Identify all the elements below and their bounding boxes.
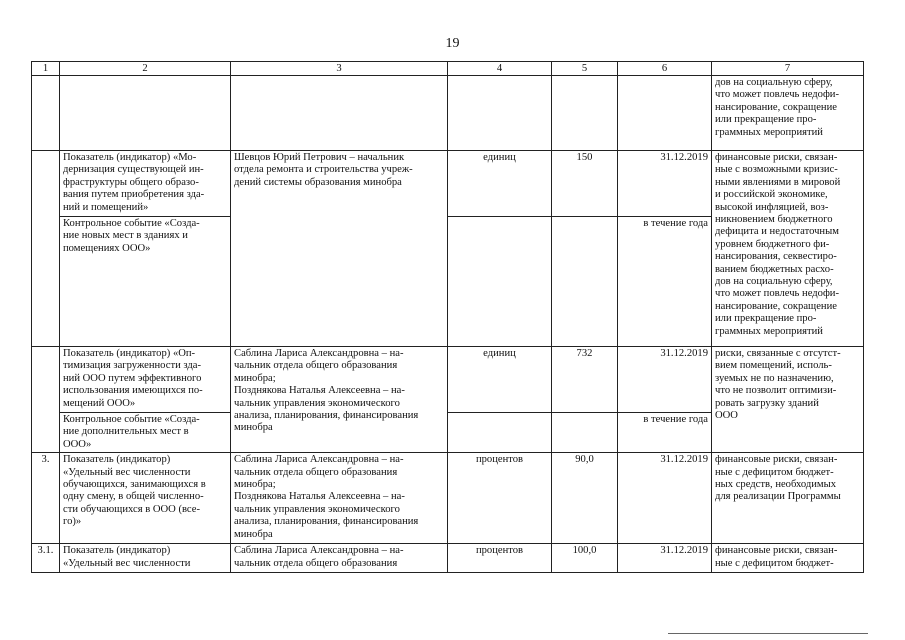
responsible-cell: Саблина Лариса Александровна – на- чальник отдела общего образования [231, 544, 448, 573]
no-cell [32, 151, 60, 347]
date-cell: 31.12.2019 [618, 347, 712, 413]
table-row [32, 151, 864, 217]
table-row [32, 544, 864, 573]
page-number: 19 [445, 36, 460, 51]
indicators-table [31, 61, 864, 573]
table-row [32, 347, 864, 413]
value-cell [552, 413, 618, 453]
table-row [32, 76, 864, 151]
table-row [32, 453, 864, 544]
unit-cell: единиц [448, 151, 552, 217]
responsible-cell: Саблина Лариса Александровна – на- чальник отдела общего образования минобра; Позднякова Наталья Алексеевна – на- чальник управления экономического анализа, планирования, финансирования минобра [231, 453, 448, 544]
event-cell: Контрольное событие «Созда- ние новых мест в зданиях и помещениях ООО» [60, 217, 231, 347]
date-cell: в течение года [618, 217, 712, 347]
responsible-cell: Шевцов Юрий Петрович – начальник отдела ремонта и строительства учреж- дений системы образования минобра [231, 151, 448, 347]
unit-cell: единиц [448, 347, 552, 413]
date-cell: 31.12.2019 [618, 453, 712, 544]
header-row [32, 62, 864, 76]
no-cell: 3.1. [32, 544, 60, 573]
header-cell: 7 [712, 62, 864, 76]
no-cell [32, 76, 60, 151]
unit-cell: процентов [448, 544, 552, 573]
responsible-cell: Саблина Лариса Александровна – на- чальник отдела общего образования минобра; Позднякова Наталья Алексеевна – на- чальник управления экономического анализа, планирования, финансирования минобра [231, 347, 448, 453]
value-cell [552, 217, 618, 347]
no-cell: 3. [32, 453, 60, 544]
unit-cell [448, 217, 552, 347]
date-cell: в течение года [618, 413, 712, 453]
date-cell: 31.12.2019 [618, 544, 712, 573]
risk-cell: риски, связанные с отсутст- вием помещений, исполь- зуемых не по назначению, что не позволит оптимизи- ровать загрузку зданий ООО [712, 347, 864, 453]
header-cell: 1 [32, 62, 60, 76]
header-cell: 5 [552, 62, 618, 76]
indicator-cell: Показатель (индикатор) «Оп- тимизация загруженности зда- ний ООО путем эффективного использования имеющихся по- мещений ООО» [60, 347, 231, 413]
value-cell: 732 [552, 347, 618, 413]
unit-cell [448, 76, 552, 151]
header-cell: 6 [618, 62, 712, 76]
header-cell: 2 [60, 62, 231, 76]
value-cell [552, 76, 618, 151]
responsible-cell [231, 76, 448, 151]
indicator-cell: Показатель (индикатор) «Мо- дернизация существующей ин- фраструктуры общего образо- вания путем приобретения зда- ний и помещений» [60, 151, 231, 217]
risk-cell: финансовые риски, связан- ные с дефицитом бюджет- ных средств, необходимых для реализации Программы [712, 453, 864, 544]
risk-cell: дов на социальную сферу, что может повлечь недофи- нансирование, сокращение или прекращение про- граммных мероприятий [712, 76, 864, 151]
risk-cell: финансовые риски, связан- ные с дефицитом бюджет- [712, 544, 864, 573]
date-cell [618, 76, 712, 151]
indicator-cell: Показатель (индикатор) «Удельный вес численности [60, 544, 231, 573]
unit-cell [448, 413, 552, 453]
header-cell: 3 [231, 62, 448, 76]
header-cell: 4 [448, 62, 552, 76]
value-cell: 90,0 [552, 453, 618, 544]
date-cell: 31.12.2019 [618, 151, 712, 217]
risk-cell: финансовые риски, связан- ные с возможными кризис- ными явлениями в мировой и российской экономике, высокой инфляцией, воз- никновением бюджетного дефицита и недостаточным уровнем бюджетного фи- нансирования, секвестиро- ванием бюджетных расхо- дов на социальную сферу, что может повлечь недофи- нансирование, сокращение или прекращение про- граммных мероприятий [712, 151, 864, 347]
no-cell [32, 347, 60, 453]
unit-cell: процентов [448, 453, 552, 544]
indicator-cell [60, 76, 231, 151]
value-cell: 150 [552, 151, 618, 217]
value-cell: 100,0 [552, 544, 618, 573]
event-cell: Контрольное событие «Созда- ние дополнительных мест в ООО» [60, 413, 231, 453]
indicator-cell: Показатель (индикатор) «Удельный вес численности обучающихся, занимающихся в одну смену, в общей численно- сти обучающихся в ООО (все- го)» [60, 453, 231, 544]
footer-divider [668, 633, 868, 634]
